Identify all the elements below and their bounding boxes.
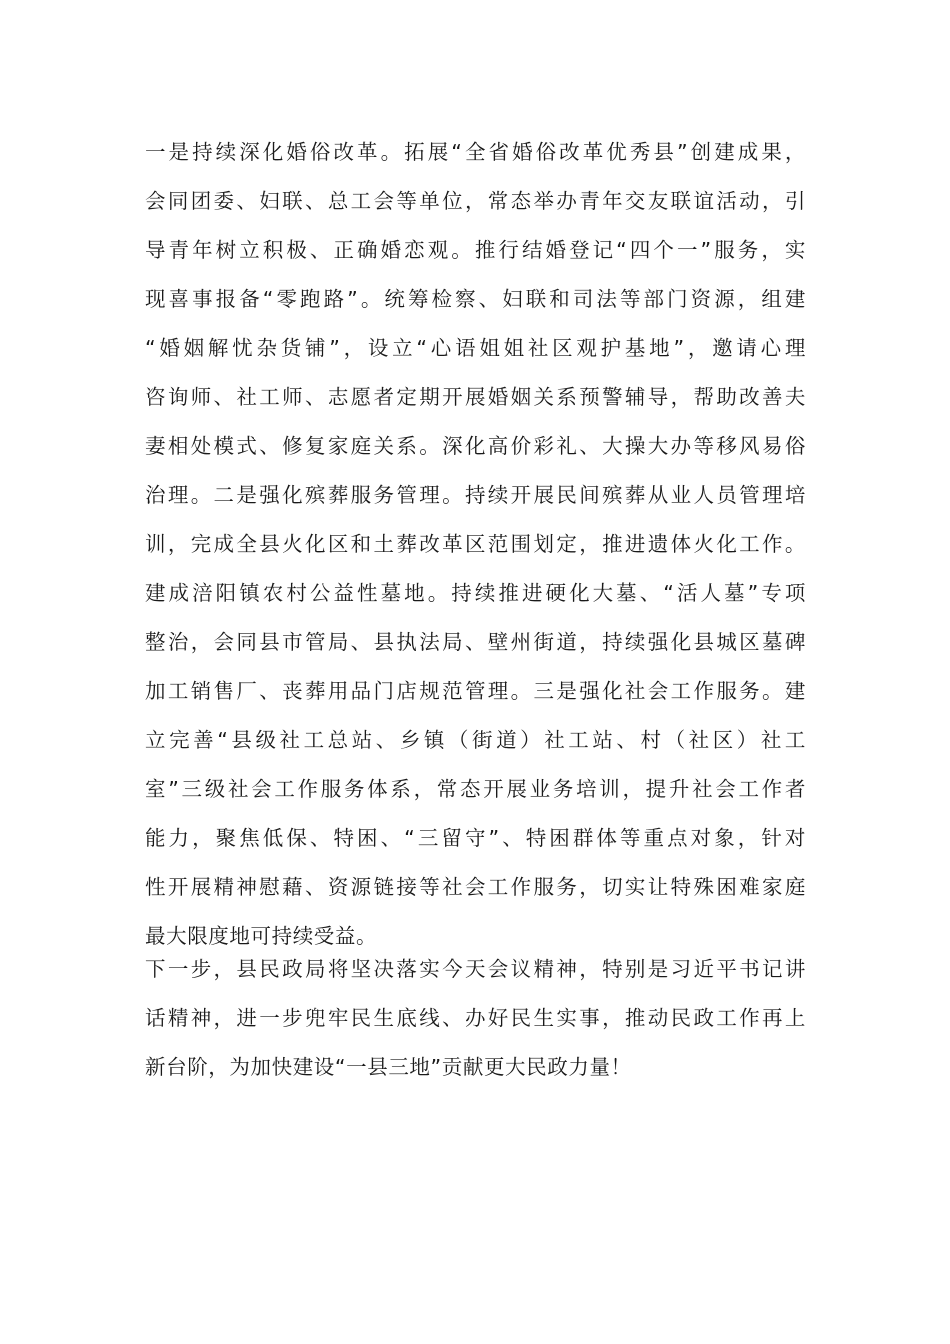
text-line: 治理。二是强化殡葬服务管理。持续开展民间殡葬从业人员管理培 <box>145 483 806 507</box>
text-line: 性开展精神慰藉、资源链接等社会工作服务，切实让特殊困难家庭 <box>145 875 806 899</box>
text-line: 会同团委、妇联、总工会等单位，常态举办青年交友联谊活动，引 <box>145 189 806 213</box>
paragraph-civil-affairs-work <box>145 128 806 961</box>
text-line: 建成涪阳镇农村公益性墓地。持续推进硬化大墓、“活人墓”专项 <box>145 581 806 605</box>
text-line: 现喜事报备“零跑路”。统筹检察、妇联和司法等部门资源，组建 <box>145 287 806 311</box>
text-line: 最大限度地可持续受益。 <box>145 924 378 948</box>
text-line: 能力，聚焦低保、特困、“三留守”、特困群体等重点对象，针对 <box>145 826 806 850</box>
text-line: 下一步，县民政局将坚决落实今天会议精神，特别是习近平书记讲 <box>145 957 806 981</box>
text-line: 新台阶，为加快建设“一县三地”贡献更大民政力量！ <box>145 1055 632 1079</box>
text-line: 训，完成全县火化区和土葬改革区范围划定，推进遗体火化工作。 <box>145 532 806 556</box>
paragraph-next-steps <box>145 945 806 1092</box>
text-line: 妻相处模式、修复家庭关系。深化高价彩礼、大操大办等移风易俗 <box>145 434 806 458</box>
text-line: 导青年树立积极、正确婚恋观。推行结婚登记“四个一”服务，实 <box>145 238 806 262</box>
text-line: 话精神，进一步兜牢民生底线、办好民生实事，推动民政工作再上 <box>145 1006 806 1030</box>
text-line: “婚姻解忧杂货铺”，设立“心语姐姐社区观护基地”，邀请心理 <box>145 336 806 360</box>
text-line: 加工销售厂、丧葬用品门店规范管理。三是强化社会工作服务。建 <box>145 679 806 703</box>
text-line: 室”三级社会工作服务体系，常态开展业务培训，提升社会工作者 <box>145 777 806 801</box>
text-line: 一是持续深化婚俗改革。拓展“全省婚俗改革优秀县”创建成果， <box>145 140 806 164</box>
text-line: 咨询师、社工师、志愿者定期开展婚姻关系预警辅导，帮助改善夫 <box>145 385 806 409</box>
text-line: 整治，会同县市管局、县执法局、壁州街道，持续强化县城区墓碑 <box>145 630 806 654</box>
text-line: 立完善“县级社工总站、乡镇（街道）社工站、村（社区）社工 <box>145 728 806 752</box>
